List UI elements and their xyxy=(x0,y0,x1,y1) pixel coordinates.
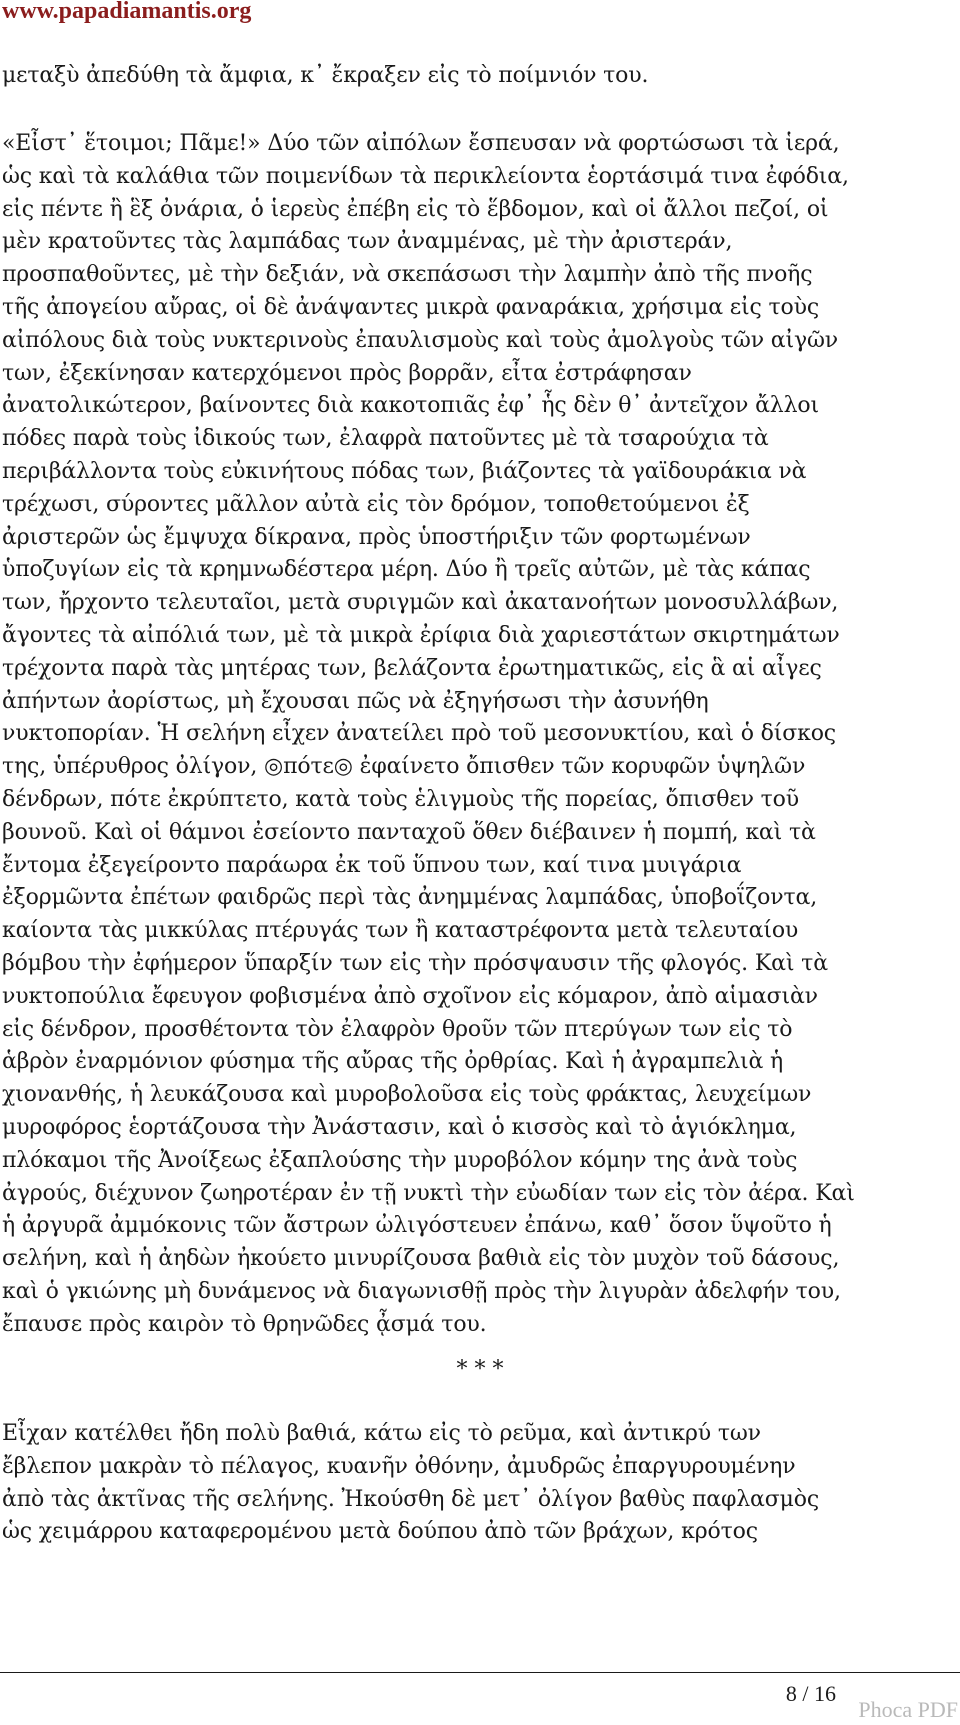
text-line: βουνοῦ. Καὶ οἱ θάμνοι ἐσείοντο πανταχοῦ ὅθεν διέβαινεν ἡ πομπή, καὶ τὰ xyxy=(2,819,816,845)
text-line: νυκτοπορίαν. Ἡ σελήνη εἶχεν ἀνατείλει πρὸ τοῦ μεσονυκτίου, καὶ ὁ δίσκος xyxy=(2,721,836,747)
text-line: μεταξὺ ἀπεδύθη τὰ ἄμφια, κ᾿ ἔκραξεν εἰς τὸ ποίμνιόν του. xyxy=(2,63,649,88)
text-line: τρέχωσι, σύροντες μᾶλλον αὐτὰ εἰς τὸν δρόμον, τοποθετούμενοι ἐξ xyxy=(2,491,750,517)
text-line: χιονανθής, ἡ λευκάζουσα καὶ μυροβολοῦσα εἰς τοὺς φράκτας, λευχείμων xyxy=(2,1082,812,1108)
text-line: ἀπήντων ἀορίστως, μὴ ἔχουσαι πῶς νὰ ἐξηγήσωσι τὴν ἀσυνήθη xyxy=(2,688,709,714)
text-line: ὡς καὶ τὰ καλάθια τῶν ποιμενίδων τὰ περικλείοντα ἑορτάσιμά τινα ἐφόδια, xyxy=(2,163,849,189)
text-line: περιβάλλοντα τοὺς εὐκινήτους πόδας των, βιάζοντες τὰ γαϊδουράκια νὰ xyxy=(2,458,807,484)
text-line: εἰς δένδρον, προσθέτοντα τὸν ἐλαφρὸν θροῦν τῶν πτερύγων των εἰς τὸ xyxy=(2,1016,793,1042)
text-line: ὡς χειμάρρου καταφερομένου μετὰ δούπου ἀπὸ τῶν βράχων, κρότος xyxy=(2,1519,758,1545)
text-line: ἁβρὸν ἐναρμόνιον φύσημα τῆς αὔρας τῆς ὀρθρίας. Καὶ ἡ ἀγραμπελιὰ ἡ xyxy=(2,1049,784,1075)
text-line: ἄγοντες τὰ αἰπόλιά των, μὲ τὰ μικρὰ ἐρίφια διὰ χαριεστάτων σκιρτημάτων xyxy=(2,622,840,648)
text-line: τρέχοντα παρὰ τὰς μητέρας των, βελάζοντα ἐρωτηματικῶς, εἰς ἃ αἱ αἶγες xyxy=(2,655,822,681)
paragraph-1 xyxy=(2,128,952,1341)
text-line: ἔπαυσε πρὸς καιρὸν τὸ θρηνῶδες ᾆσμά του. xyxy=(2,1311,487,1337)
text-line: Εἶχαν κατέλθει ἤδη πολὺ βαθιά, κάτω εἰς τὸ ρεῦμα, καὶ ἀντικρύ των xyxy=(2,1421,761,1446)
section-separator: * * * xyxy=(456,1357,504,1382)
text-line: ἔβλεπον μακρὰν τὸ πέλαγος, κυανῆν ὀθόνην, ἀμυδρῶς ἐπαργυρουμένην xyxy=(2,1453,796,1479)
text-line: των, ἤρχοντο τελευταῖοι, μετὰ συριγμῶν καὶ ἀκατανοήτων μονοσυλλάβων, xyxy=(2,590,839,616)
paragraph-2 xyxy=(2,1418,952,1549)
text-line: πλόκαμοι τῆς Ἀνοίξεως ἐξαπλούσης τὴν μυροβόλον κόμην της ἀνὰ τοὺς xyxy=(2,1147,798,1173)
text-line: ὑποζυγίων εἰς τὰ κρημνωδέστερα μέρη. Δύο ἢ τρεῖς αὐτῶν, μὲ τὰς κάπας xyxy=(2,557,811,583)
text-line: ἀγρούς, διέχυνον ζωηροτέραν ἐν τῇ νυκτὶ τὴν εὐωδίαν των εἰς τὸν ἀέρα. Καὶ xyxy=(2,1180,855,1206)
text-line: ἀπὸ τὰς ἀκτῖνας τῆς σελήνης. Ἠκούσθη δὲ μετ᾿ ὀλίγον βαθὺς παφλασμὸς xyxy=(2,1486,820,1512)
text-line: ἔντομα ἐξεγείροντο παράωρα ἐκ τοῦ ὕπνου των, καί τινα μυιγάρια xyxy=(2,852,742,878)
text-line: σελήνη, καὶ ἡ ἀηδὼν ἠκούετο μινυρίζουσα βαθιὰ εἰς τὸν μυχὸν τοῦ δάσους, xyxy=(2,1246,840,1272)
text-line: νυκτοπούλια ἔφευγον φοβισμένα ἀπὸ σχοῖνον εἰς κόμαρον, ἀπὸ αἱμασιὰν xyxy=(2,983,818,1009)
text-line: των, ἐξεκίνησαν κατερχόμενοι πρὸς βορρᾶν, εἶτα ἐστράφησαν xyxy=(2,360,692,386)
text-line: μυροφόρος ἑορτάζουσα τὴν Ἀνάστασιν, καὶ ὁ κισσὸς καὶ τὸ ἁγιόκλημα, xyxy=(2,1114,797,1140)
text-line: δένδρων, πότε ἐκρύπτετο, κατὰ τοὺς ἑλιγμοὺς τῆς πορείας, ὄπισθεν τοῦ xyxy=(2,786,799,812)
text-line: βόμβου τὴν ἐφήμερον ὕπαρξίν των εἰς τὴν πρόσψαυσιν τῆς φλογός. Καὶ τὰ xyxy=(2,950,828,976)
site-url-header: www.papadiamantis.org xyxy=(2,0,252,24)
page-number: 8 / 16 xyxy=(785,1681,836,1706)
text-line: πόδες παρὰ τοὺς ἰδικούς των, ἐλαφρὰ πατοῦντες μὲ τὰ τσαρούχια τὰ xyxy=(2,426,769,452)
text-line: τῆς ἀπογείου αὔρας, οἱ δὲ ἀνάψαντες μικρὰ φαναράκια, χρήσιμα εἰς τοὺς xyxy=(2,294,819,320)
text-line: εἰς πέντε ἢ ἓξ ὀνάρια, ὁ ἱερεὺς ἐπέβη εἰς τὸ ἕβδομον, καὶ οἱ ἄλλοι πεζοί, οἱ xyxy=(2,196,829,222)
text-line: ἐξορμῶντα ἐπέτων φαιδρῶς περὶ τὰς ἀνημμένας λαμπάδας, ὑποβοΐζοντα, xyxy=(2,885,818,911)
text-line: ἀνατολικώτερον, βαίνοντες διὰ κακοτοπιᾶς ἐφ᾿ ἧς δὲν θ᾿ ἀντεῖχον ἄλλοι xyxy=(2,393,819,419)
text-line: «Εἶστ᾿ ἕτοιμοι; Πᾶμε!» Δύο τῶν αἰπόλων ἔσπευσαν νὰ φορτώσωσι τὰ ἱερά, xyxy=(2,131,840,156)
text-line: αἰπόλους διὰ τοὺς νυκτερινοὺς ἐπαυλισμοὺς καὶ τοὺς ἀμολγοὺς τῶν αἰγῶν xyxy=(2,327,838,353)
watermark: Phoca PDF xyxy=(858,1697,958,1722)
footer-rule xyxy=(0,1672,960,1673)
text-line: καὶ ὁ γκιώνης μὴ δυνάμενος νὰ διαγωνισθῇ πρὸς τὴν λιγυρὰν ἀδελφήν του, xyxy=(2,1278,841,1304)
text-line: μὲν κρατοῦντες τὰς λαμπάδας των ἀναμμένας, μὲ τὴν ἀριστεράν, xyxy=(2,229,733,255)
text-line: ἀριστερῶν ὡς ἔμψυχα δίκρανα, πρὸς ὑποστήριξιν τῶν φορτωμένων xyxy=(2,524,751,550)
text-line: καίοντα τὰς μικκύλας πτέρυγάς των ἢ καταστρέφοντα μετὰ τελευταίου xyxy=(2,918,799,944)
text-line: της, ὑπέρυθρος ὀλίγον, ◎πότε◎ ἐφαίνετο ὄπισθεν τῶν κορυφῶν ὑψηλῶν xyxy=(2,754,806,780)
text-line: ἡ ἀργυρᾶ ἀμμόκονις τῶν ἄστρων ὠλιγόστευεν ἐπάνω, καθ᾿ ὅσον ὕψοῦτο ἡ xyxy=(2,1213,832,1239)
first-line xyxy=(2,60,952,93)
text-line: προσπαθοῦντες, μὲ τὴν δεξιάν, νὰ σκεπάσωσι τὴν λαμπὴν ἀπὸ τῆς πνοῆς xyxy=(2,262,813,288)
